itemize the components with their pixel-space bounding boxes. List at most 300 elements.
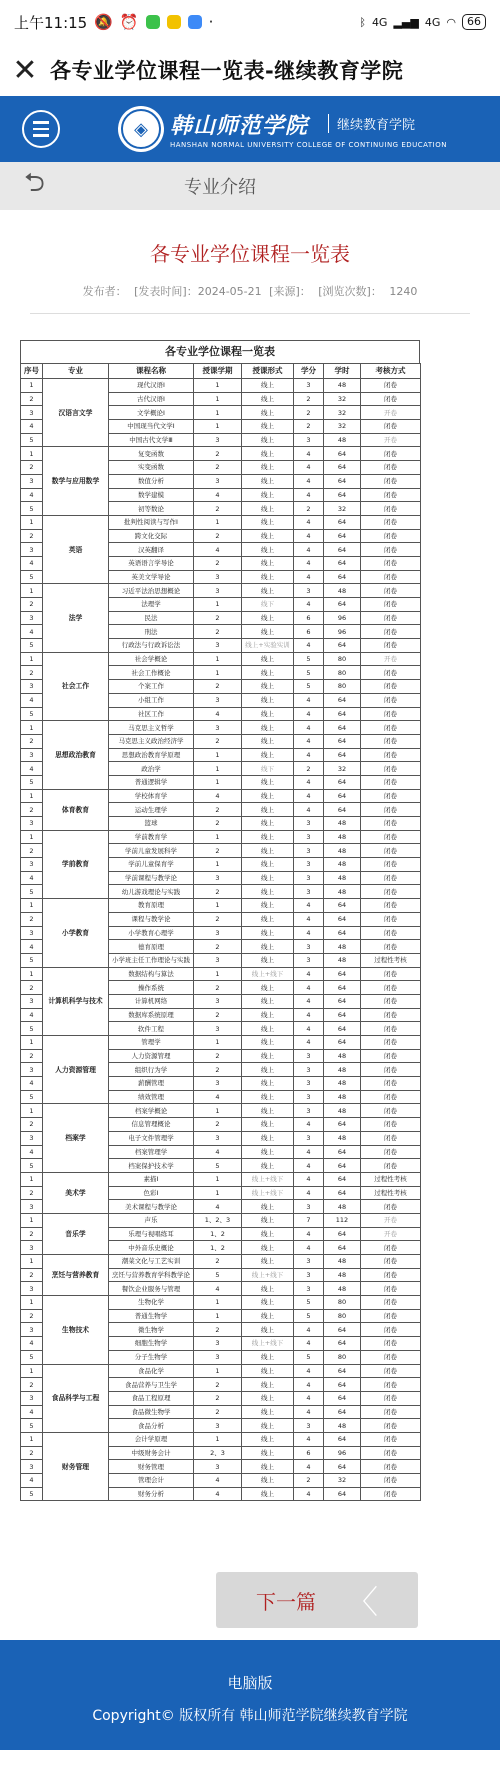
menu-button[interactable] (22, 110, 60, 148)
teaching-mode-cell: 线上 (242, 1487, 294, 1501)
assessment-cell: 闭卷 (361, 1255, 421, 1269)
semester-cell: 2 (194, 1118, 242, 1132)
major-cell: 财务管理 (43, 1432, 109, 1500)
assessment-cell: 过程性考核 (361, 1172, 421, 1186)
credit-cell: 3 (294, 953, 324, 967)
semester-cell: 4 (194, 789, 242, 803)
hours-cell: 64 (324, 515, 361, 529)
semester-cell: 2 (194, 529, 242, 543)
course-name-cell: 餐饮企业服务与管理 (109, 1282, 194, 1296)
table-row (21, 584, 421, 598)
credit-cell: 2 (294, 1474, 324, 1488)
assessment-cell: 闭卷 (361, 1104, 421, 1118)
hours-cell: 48 (324, 830, 361, 844)
table-caption: 各专业学位课程一览表 (20, 340, 420, 363)
assessment-cell: 闭卷 (361, 693, 421, 707)
credit-cell: 4 (294, 1036, 324, 1050)
hours-cell: 80 (324, 1309, 361, 1323)
semester-cell: 4 (194, 1090, 242, 1104)
credit-cell: 5 (294, 1309, 324, 1323)
row-number-cell: 5 (21, 775, 43, 789)
assessment-cell: 闭卷 (361, 1309, 421, 1323)
course-name-cell: 数值分析 (109, 474, 194, 488)
hours-cell: 96 (324, 611, 361, 625)
credit-cell: 4 (294, 543, 324, 557)
row-number-cell: 1 (21, 379, 43, 393)
semester-cell: 3 (194, 474, 242, 488)
teaching-mode-cell: 线上+线下 (242, 1337, 294, 1351)
semester-cell: 1、2 (194, 1241, 242, 1255)
credit-cell: 4 (294, 899, 324, 913)
credit-cell: 4 (294, 994, 324, 1008)
row-number-cell: 4 (21, 762, 43, 776)
column-header: 学时 (324, 364, 361, 379)
course-name-cell: 操作系统 (109, 981, 194, 995)
course-name-cell: 档案管理学 (109, 1145, 194, 1159)
teaching-mode-cell: 线上 (242, 1241, 294, 1255)
course-name-cell: 个案工作 (109, 680, 194, 694)
row-number-cell: 4 (21, 1008, 43, 1022)
hours-cell: 64 (324, 1487, 361, 1501)
course-name-cell: 素描Ⅰ (109, 1172, 194, 1186)
course-name-cell: 财务分析 (109, 1487, 194, 1501)
assessment-cell: 闭卷 (361, 817, 421, 831)
divider (30, 313, 470, 314)
row-number-cell: 4 (21, 1405, 43, 1419)
teaching-mode-cell: 线上 (242, 1077, 294, 1091)
course-name-cell: 美术课程与教学论 (109, 1200, 194, 1214)
teaching-mode-cell: 线上 (242, 1350, 294, 1364)
semester-cell: 2 (194, 1008, 242, 1022)
major-cell: 音乐学 (43, 1213, 109, 1254)
course-name-cell: 汉英翻译 (109, 543, 194, 557)
assessment-cell: 闭卷 (361, 1090, 421, 1104)
course-name-cell: 学前儿童发展科学 (109, 844, 194, 858)
hours-cell: 64 (324, 461, 361, 475)
row-number-cell: 1 (21, 967, 43, 981)
semester-cell: 1 (194, 379, 242, 393)
semester-cell: 2 (194, 556, 242, 570)
row-number-cell: 2 (21, 981, 43, 995)
row-number-cell: 2 (21, 1118, 43, 1132)
credit-cell: 3 (294, 1268, 324, 1282)
column-header: 授课形式 (242, 364, 294, 379)
teaching-mode-cell: 线上 (242, 1364, 294, 1378)
hours-cell: 48 (324, 1049, 361, 1063)
row-number-cell: 1 (21, 1364, 43, 1378)
credit-cell: 3 (294, 1255, 324, 1269)
assessment-cell: 闭卷 (361, 1432, 421, 1446)
credit-cell: 4 (294, 707, 324, 721)
hours-cell: 64 (324, 474, 361, 488)
hours-cell: 48 (324, 1090, 361, 1104)
row-number-cell: 3 (21, 680, 43, 694)
hours-cell: 64 (324, 707, 361, 721)
hours-cell: 48 (324, 885, 361, 899)
course-name-cell: 组织行为学 (109, 1063, 194, 1077)
semester-cell: 2 (194, 1063, 242, 1077)
bottom-spacer (0, 1750, 500, 1785)
assessment-cell: 闭卷 (361, 1022, 421, 1036)
hours-cell: 64 (324, 1323, 361, 1337)
hours-cell: 48 (324, 844, 361, 858)
hours-cell: 64 (324, 981, 361, 995)
course-name-cell: 细胞生物学 (109, 1337, 194, 1351)
course-name-cell: 信息管理概论 (109, 1118, 194, 1132)
assessment-cell: 闭卷 (361, 762, 421, 776)
semester-cell: 2 (194, 1323, 242, 1337)
semester-cell: 1 (194, 666, 242, 680)
credit-cell: 3 (294, 1090, 324, 1104)
teaching-mode-cell: 线上 (242, 420, 294, 434)
assessment-cell: 闭卷 (361, 611, 421, 625)
assessment-cell: 闭卷 (361, 1364, 421, 1378)
course-name-cell: 社会学概论 (109, 652, 194, 666)
hours-cell: 64 (324, 556, 361, 570)
hours-cell: 112 (324, 1213, 361, 1227)
teaching-mode-cell: 线上 (242, 1131, 294, 1145)
next-article-label: 下一篇 (255, 1589, 316, 1614)
assessment-cell: 闭卷 (361, 447, 421, 461)
assessment-cell: 闭卷 (361, 543, 421, 557)
logo-name-cn: 韩山师范学院 (170, 113, 309, 139)
app-icon (188, 15, 202, 29)
course-name-cell: 食品分析 (109, 1419, 194, 1433)
assessment-cell: 开卷 (361, 433, 421, 447)
teaching-mode-cell: 线上 (242, 926, 294, 940)
assessment-cell: 闭卷 (361, 748, 421, 762)
semester-cell: 1 (194, 1172, 242, 1186)
column-header: 考核方式 (361, 364, 421, 379)
hours-cell: 48 (324, 817, 361, 831)
row-number-cell: 2 (21, 803, 43, 817)
credit-cell: 6 (294, 611, 324, 625)
hours-cell: 64 (324, 570, 361, 584)
copyright-text: Copyright© 版权所有 韩山师范学院继续教育学院 (92, 1708, 408, 1724)
semester-cell: 4 (194, 1145, 242, 1159)
row-number-cell: 3 (21, 1063, 43, 1077)
major-cell: 美术学 (43, 1172, 109, 1213)
row-number-cell: 5 (21, 433, 43, 447)
course-name-cell: 数据库系统原理 (109, 1008, 194, 1022)
assessment-cell: 闭卷 (361, 392, 421, 406)
assessment-cell: 闭卷 (361, 1419, 421, 1433)
teaching-mode-cell: 线上 (242, 1227, 294, 1241)
row-number-cell: 4 (21, 1077, 43, 1091)
row-number-cell: 3 (21, 1241, 43, 1255)
teaching-mode-cell: 线上 (242, 1063, 294, 1077)
table-row (21, 967, 421, 981)
semester-cell: 2 (194, 817, 242, 831)
credit-cell: 4 (294, 488, 324, 502)
semester-cell: 1 (194, 652, 242, 666)
credit-cell: 4 (294, 556, 324, 570)
course-name-cell: 普通生物学 (109, 1309, 194, 1323)
section-label: 专业介绍 (184, 177, 256, 198)
teaching-mode-cell: 线上 (242, 433, 294, 447)
row-number-cell: 3 (21, 858, 43, 872)
assessment-cell: 开卷 (361, 1227, 421, 1241)
semester-cell: 4 (194, 543, 242, 557)
course-name-cell: 中国现当代文学Ⅰ (109, 420, 194, 434)
major-cell: 学前教育 (43, 830, 109, 898)
semester-cell: 2 (194, 1391, 242, 1405)
semester-cell: 1、2、3 (194, 1213, 242, 1227)
credit-cell: 6 (294, 625, 324, 639)
teaching-mode-cell: 线上 (242, 529, 294, 543)
semester-cell: 5 (194, 1159, 242, 1173)
credit-cell: 4 (294, 1432, 324, 1446)
credit-cell: 4 (294, 515, 324, 529)
network-label-1: 4G (371, 15, 388, 29)
course-name-cell: 跨文化交际 (109, 529, 194, 543)
teaching-mode-cell: 线上 (242, 1145, 294, 1159)
logo-name-en: HANSHAN NORMAL UNIVERSITY COLLEGE OF CONTINUING EDUCATION (170, 141, 447, 149)
semester-cell: 1 (194, 598, 242, 612)
major-cell: 人力资源管理 (43, 1036, 109, 1104)
credit-cell: 4 (294, 1227, 324, 1241)
teaching-mode-cell: 线上 (242, 1391, 294, 1405)
column-header: 序号 (21, 364, 43, 379)
assessment-cell: 闭卷 (361, 994, 421, 1008)
row-number-cell: 2 (21, 461, 43, 475)
alarm-icon: ⏰ (119, 13, 139, 31)
meta-source: [来源]： (269, 285, 311, 298)
table-row (21, 1213, 421, 1227)
row-number-cell: 5 (21, 953, 43, 967)
credit-cell: 3 (294, 885, 324, 899)
major-cell: 社会工作 (43, 652, 109, 720)
course-name-cell: 运动生理学 (109, 803, 194, 817)
teaching-mode-cell: 线上 (242, 1118, 294, 1132)
assessment-cell: 闭卷 (361, 721, 421, 735)
teaching-mode-cell: 线上 (242, 488, 294, 502)
column-header: 授课学期 (194, 364, 242, 379)
semester-cell: 2 (194, 940, 242, 954)
hours-cell: 80 (324, 1350, 361, 1364)
row-number-cell: 2 (21, 392, 43, 406)
teaching-mode-cell: 线上 (242, 1309, 294, 1323)
assessment-cell: 闭卷 (361, 515, 421, 529)
table-row (21, 830, 421, 844)
major-cell: 法学 (43, 584, 109, 652)
hours-cell: 64 (324, 1172, 361, 1186)
assessment-cell: 闭卷 (361, 1446, 421, 1460)
assessment-cell: 闭卷 (361, 981, 421, 995)
teaching-mode-cell: 线上 (242, 1474, 294, 1488)
assessment-cell: 闭卷 (361, 461, 421, 475)
course-name-cell: 文学概论Ⅰ (109, 406, 194, 420)
course-name-cell: 档案学概论 (109, 1104, 194, 1118)
teaching-mode-cell: 线上 (242, 1022, 294, 1036)
more-dot-icon: · (208, 13, 214, 31)
teaching-mode-cell: 线上 (242, 953, 294, 967)
hours-cell: 48 (324, 433, 361, 447)
credit-cell: 4 (294, 721, 324, 735)
course-name-cell: 民法 (109, 611, 194, 625)
teaching-mode-cell: 线上 (242, 885, 294, 899)
meta-time: [发表时间]：2024-05-21 (134, 285, 262, 298)
row-number-cell: 2 (21, 844, 43, 858)
article-meta (0, 283, 500, 299)
hours-cell: 48 (324, 584, 361, 598)
semester-cell: 1 (194, 1309, 242, 1323)
course-name-cell: 计算机网络 (109, 994, 194, 1008)
teaching-mode-cell: 线上 (242, 515, 294, 529)
credit-cell: 3 (294, 1049, 324, 1063)
credit-cell: 4 (294, 1145, 324, 1159)
credit-cell: 4 (294, 912, 324, 926)
hours-cell: 32 (324, 1474, 361, 1488)
meta-views-label: [浏览次数]： (318, 285, 382, 298)
teaching-mode-cell: 线上 (242, 666, 294, 680)
assessment-cell: 闭卷 (361, 1474, 421, 1488)
credit-cell: 3 (294, 1200, 324, 1214)
row-number-cell: 2 (21, 734, 43, 748)
course-name-cell: 绩效管理 (109, 1090, 194, 1104)
credit-cell: 4 (294, 1186, 324, 1200)
credit-cell: 3 (294, 858, 324, 872)
teaching-mode-cell: 线上 (242, 461, 294, 475)
row-number-cell: 4 (21, 940, 43, 954)
credit-cell: 4 (294, 1172, 324, 1186)
hours-cell: 64 (324, 529, 361, 543)
hours-cell: 64 (324, 967, 361, 981)
credit-cell: 4 (294, 693, 324, 707)
assessment-cell: 闭卷 (361, 940, 421, 954)
page-title: 各专业学位课程一览表-继续教育学院 (50, 59, 404, 83)
course-name-cell: 乐理与视唱练耳 (109, 1227, 194, 1241)
teaching-mode-cell: 线下 (242, 762, 294, 776)
credit-cell: 3 (294, 940, 324, 954)
row-number-cell: 3 (21, 406, 43, 420)
course-name-cell: 马克思主义政治经济学 (109, 734, 194, 748)
row-number-cell: 1 (21, 830, 43, 844)
course-name-cell: 人力资源管理 (109, 1049, 194, 1063)
row-number-cell: 1 (21, 584, 43, 598)
row-number-cell: 3 (21, 748, 43, 762)
course-name-cell: 色彩Ⅰ (109, 1186, 194, 1200)
assessment-cell: 闭卷 (361, 584, 421, 598)
semester-cell: 3 (194, 953, 242, 967)
hours-cell: 64 (324, 789, 361, 803)
teaching-mode-cell: 线上 (242, 707, 294, 721)
semester-cell: 3 (194, 1460, 242, 1474)
teaching-mode-cell: 线上 (242, 1200, 294, 1214)
credit-cell: 2 (294, 420, 324, 434)
hours-cell: 64 (324, 693, 361, 707)
row-number-cell: 2 (21, 1186, 43, 1200)
hours-cell: 64 (324, 543, 361, 557)
semester-cell: 1 (194, 899, 242, 913)
semester-cell: 3 (194, 1131, 242, 1145)
course-name-cell: 分子生物学 (109, 1350, 194, 1364)
teaching-mode-cell: 线上 (242, 1255, 294, 1269)
assessment-cell: 闭卷 (361, 420, 421, 434)
hours-cell: 64 (324, 775, 361, 789)
row-number-cell: 3 (21, 474, 43, 488)
credit-cell: 2 (294, 406, 324, 420)
credit-cell: 5 (294, 666, 324, 680)
course-name-cell: 政治学 (109, 762, 194, 776)
desktop-version-link[interactable]: 电脑版 (227, 1674, 273, 1692)
assessment-cell: 闭卷 (361, 885, 421, 899)
assessment-cell: 闭卷 (361, 803, 421, 817)
assessment-cell: 闭卷 (361, 1282, 421, 1296)
assessment-cell: 闭卷 (361, 1159, 421, 1173)
credit-cell: 3 (294, 871, 324, 885)
hours-cell: 64 (324, 926, 361, 940)
close-icon[interactable]: ✕ (12, 52, 38, 88)
hours-cell: 48 (324, 1255, 361, 1269)
table-row (21, 1255, 421, 1269)
assessment-cell: 闭卷 (361, 379, 421, 393)
teaching-mode-cell: 线上 (242, 789, 294, 803)
assessment-cell: 闭卷 (361, 844, 421, 858)
credit-cell: 4 (294, 1022, 324, 1036)
major-cell: 烹饪与营养教育 (43, 1255, 109, 1296)
credit-cell: 3 (294, 433, 324, 447)
course-name-cell: 电子文件管理学 (109, 1131, 194, 1145)
row-number-cell: 3 (21, 611, 43, 625)
semester-cell: 1 (194, 420, 242, 434)
semester-cell: 3 (194, 693, 242, 707)
assessment-cell: 闭卷 (361, 1487, 421, 1501)
hours-cell: 64 (324, 1241, 361, 1255)
hours-cell: 64 (324, 488, 361, 502)
semester-cell: 3 (194, 926, 242, 940)
assessment-cell: 闭卷 (361, 598, 421, 612)
teaching-mode-cell: 线上 (242, 570, 294, 584)
wechat-icon (146, 15, 160, 29)
credit-cell: 4 (294, 570, 324, 584)
course-name-cell: 食品化学 (109, 1364, 194, 1378)
course-name-cell: 幼儿游戏理论与实践 (109, 885, 194, 899)
teaching-mode-cell: 线上 (242, 474, 294, 488)
assessment-cell: 闭卷 (361, 707, 421, 721)
column-header: 学分 (294, 364, 324, 379)
hours-cell: 48 (324, 1077, 361, 1091)
semester-cell: 4 (194, 1200, 242, 1214)
status-bar (0, 0, 500, 44)
semester-cell: 5 (194, 1268, 242, 1282)
teaching-mode-cell: 线上+线下 (242, 1172, 294, 1186)
row-number-cell: 5 (21, 1419, 43, 1433)
major-cell: 数学与应用数学 (43, 447, 109, 515)
row-number-cell: 3 (21, 1131, 43, 1145)
credit-cell: 3 (294, 1282, 324, 1296)
teaching-mode-cell: 线上 (242, 899, 294, 913)
credit-cell: 4 (294, 803, 324, 817)
credit-cell: 4 (294, 789, 324, 803)
assessment-cell: 闭卷 (361, 1391, 421, 1405)
back-arrow-icon[interactable]: ⮌ (24, 168, 45, 198)
credit-cell: 4 (294, 529, 324, 543)
next-article-button[interactable] (216, 1572, 418, 1628)
assessment-cell: 闭卷 (361, 1268, 421, 1282)
hours-cell: 80 (324, 680, 361, 694)
teaching-mode-cell: 线上 (242, 392, 294, 406)
credit-cell: 4 (294, 981, 324, 995)
course-name-cell: 小组工作 (109, 693, 194, 707)
hours-cell: 64 (324, 447, 361, 461)
table-row (21, 379, 421, 393)
course-name-cell: 学校体育学 (109, 789, 194, 803)
teaching-mode-cell: 线上 (242, 734, 294, 748)
major-cell: 档案学 (43, 1104, 109, 1172)
course-name-cell: 食品营养与卫生学 (109, 1378, 194, 1392)
row-number-cell: 5 (21, 1487, 43, 1501)
